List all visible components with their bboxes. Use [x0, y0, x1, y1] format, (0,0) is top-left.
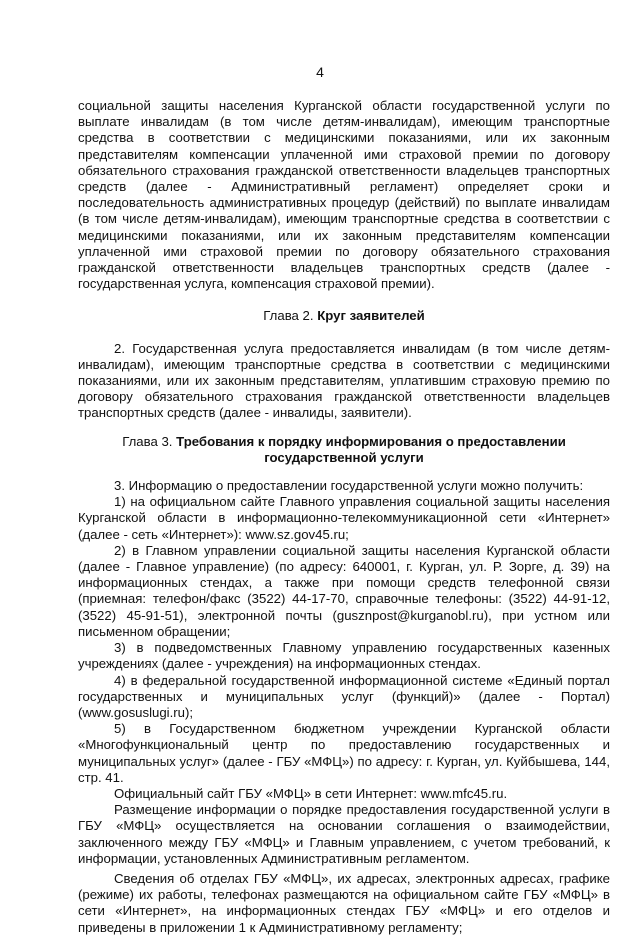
paragraph-3-item-2: 2) в Главном управлении социальной защиты населения Курганской области (далее - Главное управление) (по адресу: 640001, г. Курган, ул. Р. Зорге, д. 39) на информационных стендах, а также при помощи средств телефонной связи (приемная: телефон/факс (3522) 44-17-70, справочные телефоны: (3522) 44-91-12, (3522) 45-91-51), электронной почты (gusznpost@kurganobl.ru), при устном или письменном обращении; — [78, 542, 610, 639]
paragraph-3-item-4: 4) в федеральной государственной информационной системе «Единый портал государственных и муниципальных услуг (функций)» (далее - Портал) (www.gosuslugi.ru); — [78, 672, 610, 720]
placement-paragraph: Размещение информации о порядке предоставления государственной услуги в ГБУ «МФЦ» осуществляется на основании соглашения о взаимодействии, заключенного между ГБУ «МФЦ» и Главным управлением, с учетом требований, к информации, установленных Административным регламентом. — [78, 802, 610, 866]
chapter-2-title: Круг заявителей — [317, 308, 425, 324]
chapter-3-heading — [78, 434, 610, 466]
paragraph-3-item-1: 1) на официальном сайте Главного управления социальной защиты населения Курганской области в информационно-телекоммуникационной сети «Интернет» (далее - сеть «Интернет»): www.sz.gov45.ru; — [78, 494, 610, 542]
chapter-2-prefix: Глава 2. — [263, 308, 314, 324]
mfc-site-paragraph: Официальный сайт ГБУ «МФЦ» в сети Интернет: www.mfc45.ru. — [114, 785, 508, 801]
page-number: 4 — [316, 64, 324, 80]
info-paragraph: Сведения об отделах ГБУ «МФЦ», их адресах, электронных адресах, графике (режиме) их работы, телефонах размещаются на официальном сайте ГБУ «МФЦ» в сети «Интернет», на информационных стендах ГБУ «МФЦ» и его отделов и приведены в приложении 1 к Административному регламенту; — [78, 870, 610, 935]
document-body — [78, 98, 610, 936]
chapter-3-title: Требования к порядку информирования о предоставлении государственной услуги — [176, 433, 566, 465]
chapter-3-prefix: Глава 3. — [122, 433, 173, 449]
paragraph-3-item-3: 3) в подведомственных Главному управлению государственных казенных учреждениях (далее - учреждения) на информационных стендах. — [78, 640, 610, 672]
paragraph-2: 2. Государственная услуга предоставляется инвалидам (в том числе детям-инвалидам), имеющим транспортные средства в соответствии с медицинскими показаниями, или их законным представителям, уплатившим страховую премию по договору обязательного страхования гражданской ответственности владельцев транспортных средств (далее - инвалиды, заявители). — [78, 340, 610, 421]
paragraph-3-item-5: 5) в Государственном бюджетном учреждении Курганской области «Многофункциональный центр по предоставлению государственных и муниципальных услуг» (далее - ГБУ «МФЦ») по адресу: г. Курган, ул. Куйбышева, 144, стр. 41. — [78, 721, 610, 785]
chapter-2-heading — [78, 308, 610, 324]
intro-paragraph: социальной защиты населения Курганской области государственной услуги по выплате инвалидам (в том числе детям-инвалидам), имеющим транспортные средства в соответствии с медицинскими показаниями, или их законным представителям компенсации уплаченной ими страховой премии по договору обязательного страхования гражданской ответственности владельцев транспортных средств (далее - Административный регламент) определяет сроки и последовательность административных процедур (действий) по выплате инвалидам (в том числе детям-инвалидам), имеющим транспортные средства в соответствии с медицинскими показаниями, или их законным представителям компенсации уплаченной ими страховой премии по договору обязательного страхования гражданской ответственности владельцев транспортных средств (далее - государственная услуга, компенсация страховой премии). — [78, 98, 610, 292]
paragraph-3: 3. Информацию о предоставлении государственной услуги можно получить: — [114, 478, 584, 494]
